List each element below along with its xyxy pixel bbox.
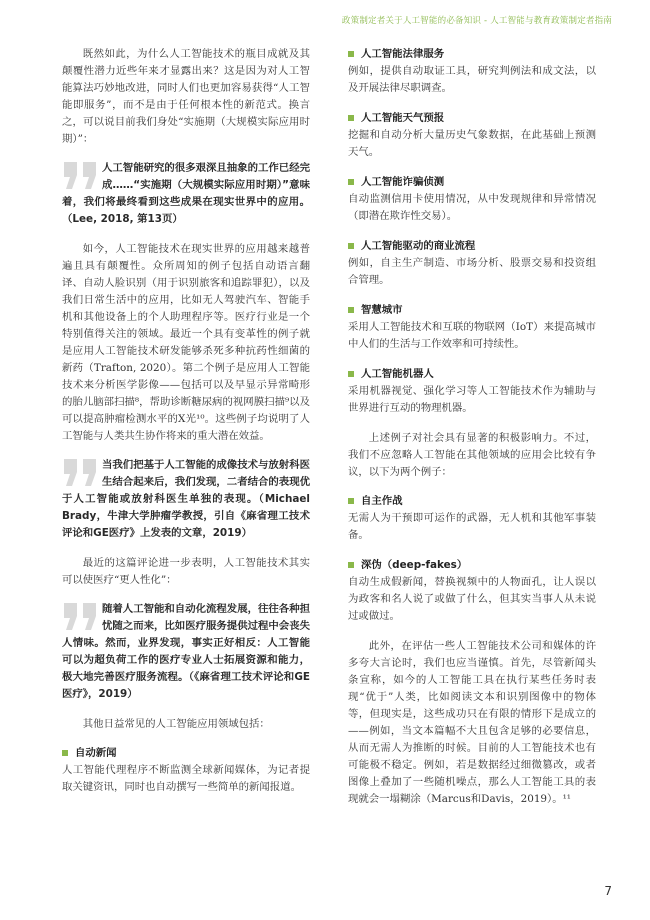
left-column [62,46,310,809]
section-heading [348,493,596,509]
section-heading [348,366,596,382]
paragraph-controversial: 上述例子对社会具有显著的积极影响力。不过，我们不应忽略人工智能在其他领域的应用会比较有争议，以下为两个例子： [348,432,596,478]
section-body: 自动生成假新闻，替换视频中的人物面孔，让人误以为政客和名人说了或做了什么，但其实当事人从未说过或做过。 [348,576,596,622]
section-heading [348,110,596,126]
square-bullet-icon [62,750,68,756]
paragraph-other-areas: 其他日益常见的人工智能应用领域包括： [82,718,270,730]
section-heading [348,238,596,254]
paragraph-intro: 既然如此，为什么人工智能技术的瓶目成就及其颠覆性潜力近些年来才显露出来？这是因为对人工智能算法巧妙地改进，同时人们也更加容易获得“人工智能即服务”，而不是由于任何根本性的新范式。换言之，可以说目前我们身处“实施期（大规模实际应用时期）”： [62,48,310,145]
paragraph-review: 最近的这篇评论进一步表明，人工智能技术其实可以使医疗“更人性化”： [62,557,310,586]
paragraph-applications: 如今，人工智能技术在现实世界的应用越来越普遍且具有颠覆性。众所周知的例子包括自动语言翻译、自动人脸识别（用于识别旅客和追踪罪犯），以及我们日常生活中的应用，比如无人驾驶汽车、智能手机和其他设备上的个人助理程序等。医疗行业是一个特别值得关注的领域。最近一个具有变革性的例子就是应用人工智能技术研发能够杀死多种抗药性细菌的新药（Trafton, 2020）。第二个例子是应用人工智能技术来分析医学影像——包括可以及早显示异常畸形的胎儿脑部扫描⁸，帮助诊断糖尿病的视网膜扫描⁹以及可以提高肿瘤检测水平的X光¹⁰。这些例子均说明了人工智能与人类共生协作将来的重大潜在效益。 [62,243,310,442]
quote-mark-icon [62,158,102,196]
running-header: 政策制定者关于人工智能的必备知识 - 人工智能与教育政策制定者指南 [341,16,612,26]
section-heading [348,46,596,62]
section-title: 人工智能机器人 [361,368,434,380]
section-body: 例如，提供自动取证工具，研究判例法和成文法，以及开展法律尽职调查。 [348,65,596,94]
square-bullet-icon [348,51,354,57]
right-column [348,46,596,820]
section-body: 无需人为干预即可运作的武器，无人机和其他军事装备。 [348,512,596,541]
section-heading [348,302,596,318]
section-body: 自动监测信用卡使用情况，从中发现规律和异常情况（即潜在欺诈性交易）。 [348,193,596,222]
section-body: 例如，自主生产制造、市场分析、股票交易和投资组合管理。 [348,257,596,286]
square-bullet-icon [348,179,354,185]
pull-quote-lee [62,160,310,228]
square-bullet-icon [348,371,354,377]
paragraph-caution: 此外，在评估一些人工智能技术公司和媒体的许多夸大言论时，我们也应当谨慎。首先，尽管新闻头条宣称，如今的人工智能工具在执行某些任务时表现“优于”人类，比如阅读文本和识别图像中的物体等，但现实是，这些成功只在有限的情形下是成立的——例如，当文本篇幅不大且包含足够的必要信息，从而无需人为推断的时候。目前的人工智能技术也有可能极不稳定。例如，若是数据经过细微篡改，或者图像上叠加了一些随机噪点，那么人工智能工具的表现就会一塌糊涂（Marcus和Davis，2019）。¹¹ [348,640,596,805]
square-bullet-icon [348,562,354,568]
section-title: 自动新闻 [75,747,117,759]
section-title: 人工智能法律服务 [361,48,445,60]
pull-quote-mit [62,601,310,703]
section-title: 自主作战 [361,495,403,507]
quote-mark-icon [62,455,102,493]
section-heading [348,557,596,573]
section-title: 人工智能诈骗侦测 [361,176,445,188]
section-body: 人工智能代理程序不断监测全球新闻媒体，为记者提取关键资讯，同时也自动撰写一些简单的新闻报道。 [62,764,310,793]
pull-quote-brady [62,457,310,542]
quote-text: 当我们把基于人工智能的成像技术与放射科医生结合起来后，我们发现，二者结合的表现优于人工智能或放射科医生单独的表现。（Michael Brady，牛津大学肿瘤学教授，引自《麻省理工技术评论和GE医疗》上发表的文章，2019） [62,459,310,539]
quote-mark-icon [62,599,102,637]
section-body: 采用人工智能技术和互联的物联网（IoT）来提高城市中人们的生活与工作效率和可持续性。 [348,321,596,350]
square-bullet-icon [348,498,354,504]
section-title: 深伪（deep-fakes） [361,559,468,571]
quote-text: 人工智能研究的很多艰深且抽象的工作已经完成……“实施期（大规模实际应用时期）”意味着，我们将最终看到这些成果在现实世界中的应用。（Lee, 2018, 第13页） [62,162,310,225]
section-title: 人工智能天气预报 [361,112,445,124]
square-bullet-icon [348,243,354,249]
section-title: 人工智能驱动的商业流程 [361,240,476,252]
square-bullet-icon [348,307,354,313]
section-heading [348,174,596,190]
section-body: 采用机器视觉、强化学习等人工智能技术作为辅助与世界进行互动的物理机器。 [348,385,596,414]
section-heading [62,745,310,761]
section-body: 挖掘和自动分析大量历史气象数据，在此基础上预测天气。 [348,129,596,158]
page-number: 7 [604,884,612,898]
square-bullet-icon [348,115,354,121]
quote-text: 随着人工智能和自动化流程发展，往往各种担忧随之而来，比如医疗服务提供过程中会丧失人情味。然而，业界发现，事实正好相反：人工智能可以为超负荷工作的医疗专业人士拓展资源和能力，极大地完善医疗服务流程。（《麻省理工技术评论和GE医疗》，2019） [62,603,310,700]
section-title: 智慧城市 [361,304,403,316]
